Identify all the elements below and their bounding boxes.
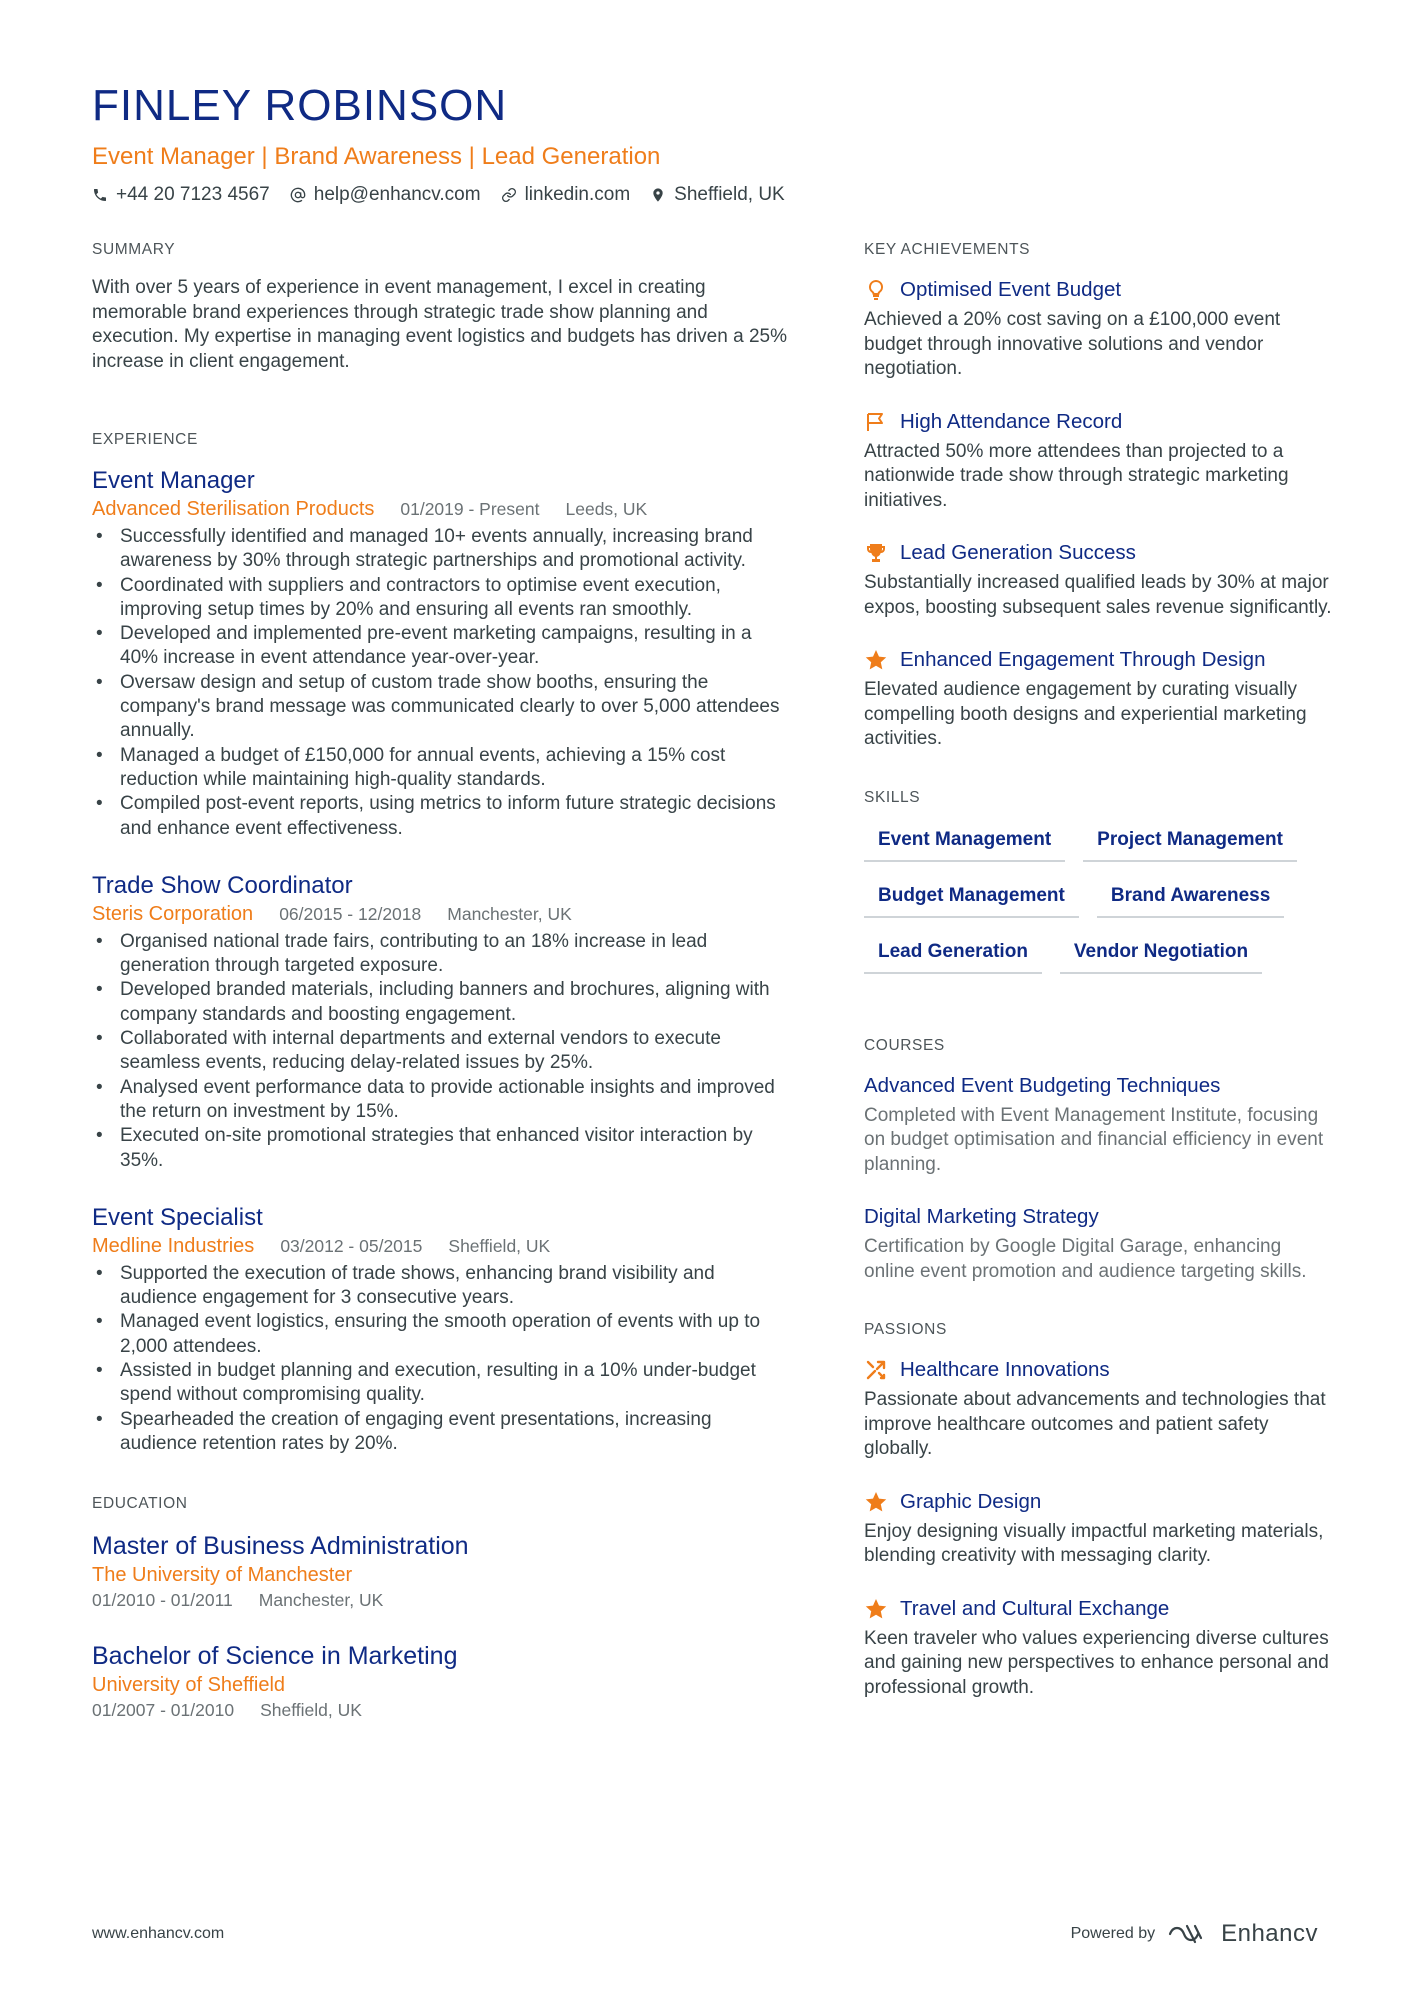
job-title: Event Specialist <box>92 1203 263 1231</box>
job-bullet: • Managed a budget of £150,000 for annual events, achieving a 15% cost reduction while maintaining high-quality standards. <box>120 744 792 793</box>
summary-text: With over 5 years of experience in event management, I excel in creating memorable brand experiences through strategic trade show planning and execution. My expertise in managing event logistics and budgets has driven a 25% increase in client engagement. <box>92 277 787 372</box>
job-bullets <box>92 930 792 1173</box>
education-dates: 01/2010 - 01/2011 <box>92 1590 233 1611</box>
education-entry <box>92 1530 792 1612</box>
contact-phone-text: +44 20 7123 4567 <box>116 184 270 205</box>
job-bullet: • Executed on-site promotional strategies that enhanced visitor interaction by 35%. <box>120 1124 792 1173</box>
headline: Event Manager | Brand Awareness | Lead Generation <box>92 143 661 170</box>
achievement-item <box>864 408 1334 514</box>
skills-section <box>864 788 1334 974</box>
job-bullet: • Coordinated with suppliers and contractors to optimise event execution, improving setup times by 20% and ensuring all events ran smoothly. <box>120 574 792 623</box>
job-bullet: • Analysed event performance data to provide actionable insights and improved the return on investment by 15%. <box>120 1076 792 1125</box>
job-meta <box>92 901 792 927</box>
at-icon <box>290 187 306 203</box>
passion-item <box>864 1595 1334 1701</box>
powered-by <box>1071 1920 1318 1948</box>
job-bullet: • Successfully identified and managed 10+ events annually, increasing brand awareness by 30% through strategic partnerships and promotional activity. <box>120 525 792 574</box>
job-entry <box>92 466 792 841</box>
job-company: Steris Corporation <box>92 902 254 925</box>
skill-tag: Lead Generation <box>864 936 1042 974</box>
achievement-title: Optimised Event Budget <box>900 278 1122 301</box>
flag-icon <box>864 410 888 434</box>
course-item <box>864 1203 1334 1284</box>
job-bullet: • Oversaw design and setup of custom trade show booths, ensuring the company's brand message was communicated clearly to over 5,000 attendees annually. <box>120 671 792 744</box>
passion-header <box>864 1356 1334 1384</box>
job-title: Trade Show Coordinator <box>92 871 353 899</box>
footer-url[interactable]: www.enhancv.com <box>92 1925 225 1942</box>
section-title-education: EDUCATION <box>92 1495 188 1513</box>
passion-item <box>864 1356 1334 1462</box>
star-icon <box>864 1597 888 1621</box>
job-meta <box>92 496 792 522</box>
achievement-title: Lead Generation Success <box>900 541 1136 564</box>
passion-desc: Enjoy designing visually impactful marketing materials, blending creativity with messaging clarity. <box>864 1520 1324 1566</box>
location-pin-icon <box>650 187 666 203</box>
powered-by-label: Powered by <box>1070 1925 1156 1942</box>
job-entry <box>92 1203 792 1456</box>
job-bullets <box>92 1262 792 1456</box>
achievement-header <box>864 276 1334 304</box>
job-title: Event Manager <box>92 467 255 494</box>
link-icon <box>501 187 517 203</box>
passion-desc: Keen traveler who values experiencing diverse cultures and gaining new perspectives to enhance personal and professional growth. <box>864 1627 1329 1698</box>
section-title-passions: PASSIONS <box>864 1321 947 1338</box>
brand-name: Enhancv <box>1221 1920 1318 1947</box>
job-dates: 03/2012 - 05/2015 <box>280 1235 423 1256</box>
education-entry <box>92 1640 792 1722</box>
achievement-item <box>864 539 1334 620</box>
skills-list <box>864 824 1334 974</box>
lightbulb-icon <box>864 278 888 302</box>
section-title-summary: SUMMARY <box>92 241 176 258</box>
achievement-title: Enhanced Engagement Through Design <box>900 648 1266 671</box>
brand-logo[interactable] <box>1167 1920 1318 1948</box>
course-desc: Completed with Event Management Institute, focusing on budget optimisation and financial efficiency in event planning. <box>864 1104 1324 1175</box>
job-bullet: • Developed and implemented pre-event marketing campaigns, resulting in a 40% increase in event attendance year-over-year. <box>120 622 792 671</box>
contact-email-text[interactable]: help@enhancv.com <box>313 184 481 205</box>
innovation-icon <box>864 1358 888 1382</box>
education-degree: Master of Business Administration <box>92 1532 469 1561</box>
passion-title: Healthcare Innovations <box>900 1358 1110 1381</box>
skill-tag: Budget Management <box>864 880 1079 918</box>
left-column <box>92 240 792 1774</box>
enhancv-logo-icon <box>1167 1922 1213 1946</box>
job-bullet: • Compiled post-event reports, using metrics to inform future strategic decisions and enhance event effectiveness. <box>120 792 792 841</box>
contact-email[interactable] <box>290 182 481 208</box>
job-company: Medline Industries <box>92 1234 255 1257</box>
star-icon <box>864 648 888 672</box>
job-bullet: • Organised national trade fairs, contributing to an 18% increase in lead generation through targeted exposure. <box>120 930 792 979</box>
education-meta <box>92 1698 792 1722</box>
contact-location <box>650 182 785 208</box>
passion-item <box>864 1488 1334 1569</box>
skill-tag: Vendor Negotiation <box>1060 936 1262 974</box>
course-title: Digital Marketing Strategy <box>864 1205 1099 1228</box>
contact-linkedin-text[interactable]: linkedin.com <box>524 184 631 205</box>
job-location: Sheffield, UK <box>448 1235 551 1256</box>
achievement-desc: Elevated audience engagement by curating visually compelling booth designs and experiential marketing activities. <box>864 679 1307 749</box>
job-entry <box>92 871 792 1173</box>
achievement-header <box>864 408 1334 436</box>
job-bullet: • Collaborated with internal departments and external vendors to execute seamless events, reducing delay-related issues by 25%. <box>120 1027 792 1076</box>
section-title-skills: SKILLS <box>864 788 921 806</box>
job-bullet: • Supported the execution of trade shows, enhancing brand visibility and audience engagement for 3 consecutive years. <box>120 1262 792 1311</box>
job-company: Advanced Sterilisation Products <box>92 498 375 520</box>
education-meta <box>92 1588 792 1612</box>
summary-section <box>92 240 792 374</box>
footer <box>92 1920 1318 1948</box>
education-degree: Bachelor of Science in Marketing <box>92 1642 458 1671</box>
section-title-courses: COURSES <box>864 1036 945 1054</box>
job-dates: 06/2015 - 12/2018 <box>279 903 422 924</box>
education-school: The University of Manchester <box>92 1564 353 1587</box>
achievement-header <box>864 539 1334 567</box>
passion-header <box>864 1595 1334 1623</box>
passions-section <box>864 1320 1334 1700</box>
candidate-name: FINLEY ROBINSON <box>92 81 508 130</box>
education-dates: 01/2007 - 01/2010 <box>92 1700 235 1721</box>
job-bullet: • Spearheaded the creation of engaging event presentations, increasing audience retention rates by 20%. <box>120 1408 792 1457</box>
contact-location-text: Sheffield, UK <box>674 184 785 205</box>
course-title: Advanced Event Budgeting Techniques <box>864 1073 1221 1097</box>
achievement-desc: Substantially increased qualified leads by 30% at major expos, boosting subsequent sales revenue significantly. <box>864 572 1332 618</box>
education-section <box>92 1494 792 1722</box>
skill-tag: Event Management <box>864 824 1065 862</box>
education-school: University of Sheffield <box>92 1674 286 1697</box>
job-bullet: • Assisted in budget planning and execution, resulting in a 10% under-budget spend without compromising quality. <box>120 1359 792 1408</box>
job-bullet: • Developed branded materials, including banners and brochures, aligning with company standards and boosting engagement. <box>120 978 792 1027</box>
passion-title: Graphic Design <box>900 1489 1042 1513</box>
star-icon <box>864 1490 888 1514</box>
achievements-section <box>864 240 1334 752</box>
course-item <box>864 1072 1334 1178</box>
course-desc: Certification by Google Digital Garage, enhancing online event promotion and audience targeting skills. <box>864 1236 1307 1282</box>
contact-linkedin[interactable] <box>501 182 631 208</box>
skill-tag: Brand Awareness <box>1097 880 1284 918</box>
section-title-achievements: KEY ACHIEVEMENTS <box>864 241 1031 258</box>
section-title-experience: EXPERIENCE <box>92 431 198 448</box>
achievement-item <box>864 276 1334 382</box>
achievement-item <box>864 646 1334 752</box>
contact-list <box>92 182 1322 208</box>
right-column <box>864 240 1334 1752</box>
courses-section <box>864 1036 1334 1285</box>
resume-header <box>92 78 1322 208</box>
passion-title: Travel and Cultural Exchange <box>900 1596 1170 1620</box>
skill-tag: Project Management <box>1083 824 1297 862</box>
job-meta <box>92 1233 792 1259</box>
job-location: Manchester, UK <box>447 903 572 924</box>
job-location: Leeds, UK <box>565 499 648 519</box>
passion-header <box>864 1488 1334 1516</box>
passion-desc: Passionate about advancements and technologies that improve healthcare outcomes and patient safety globally. <box>864 1389 1326 1459</box>
achievement-desc: Achieved a 20% cost saving on a £100,000 event budget through innovative solutions and vendor negotiation. <box>864 309 1281 379</box>
trophy-icon <box>864 541 888 565</box>
job-bullets <box>92 525 792 841</box>
achievement-desc: Attracted 50% more attendees than projected to a nationwide trade show through strategic marketing initiatives. <box>864 440 1289 511</box>
contact-phone <box>92 182 270 208</box>
achievement-header <box>864 646 1334 674</box>
job-dates: 01/2019 - Present <box>400 499 540 519</box>
experience-section <box>92 430 792 1456</box>
phone-icon <box>92 187 108 203</box>
education-location: Manchester, UK <box>258 1590 384 1611</box>
education-location: Sheffield, UK <box>260 1700 362 1721</box>
job-bullet: • Managed event logistics, ensuring the smooth operation of events with up to 2,000 attendees. <box>120 1310 792 1359</box>
achievement-title: High Attendance Record <box>900 409 1123 433</box>
